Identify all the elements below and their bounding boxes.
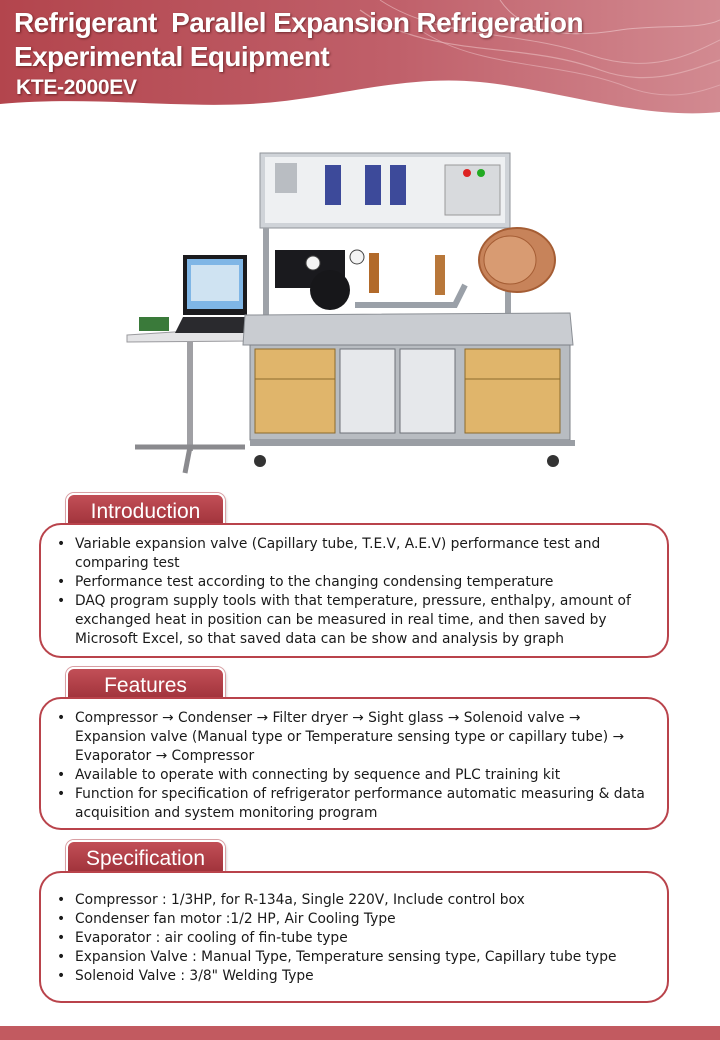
title-line-2: Experimental Equipment <box>14 41 330 72</box>
introduction-list <box>41 535 667 649</box>
list-item: • Variable expansion valve (Capillary tube, T.E.V, A.E.V) performance test and comparing test <box>75 535 620 573</box>
list-item: • DAQ program supply tools with that temperature, pressure, enthalpy, amount of exchanged heat in position can be measured in real time, and then saved by Microsoft Excel, so that saved data can be show and analysis by graph <box>75 592 650 649</box>
section-title-specification: Specification <box>66 840 225 878</box>
list-item: • Expansion Valve : Manual Type, Temperature sensing type, Capillary tube type <box>75 948 667 967</box>
list-item: • Compressor → Condenser → Filter dryer → Sight glass → Solenoid valve → Expansion valve (Manual type or Temperature sensing type or capillary tube) → Evaporator → Compressor <box>75 709 645 766</box>
section-title-features: Features <box>66 667 225 705</box>
list-item: • Evaporator : air cooling of fin-tube type <box>75 929 667 948</box>
specification-list <box>41 891 667 986</box>
equipment-photo <box>125 145 575 480</box>
model-number: KTE-2000EV <box>16 76 137 99</box>
footer-bar <box>0 1026 720 1040</box>
header-banner <box>0 0 720 115</box>
title-line-1: Refrigerant Parallel Expansion Refrigeration <box>14 7 583 38</box>
page-title <box>14 6 583 74</box>
introduction-box <box>39 523 669 658</box>
specification-box <box>39 871 669 1003</box>
list-item: • Condenser fan motor :1/2 HP, Air Cooling Type <box>75 910 667 929</box>
list-item: • Available to operate with connecting by sequence and PLC training kit <box>75 766 667 785</box>
list-item: • Solenoid Valve : 3/8" Welding Type <box>75 967 667 986</box>
features-list <box>41 709 667 823</box>
features-box <box>39 697 669 830</box>
list-item: • Function for specification of refrigerator performance automatic measuring & data acquisition and system monitoring program <box>75 785 660 823</box>
list-item: • Performance test according to the changing condensing temperature <box>75 573 667 592</box>
list-item: • Compressor : 1/3HP, for R-134a, Single 220V, Include control box <box>75 891 667 910</box>
section-title-introduction: Introduction <box>66 493 225 531</box>
